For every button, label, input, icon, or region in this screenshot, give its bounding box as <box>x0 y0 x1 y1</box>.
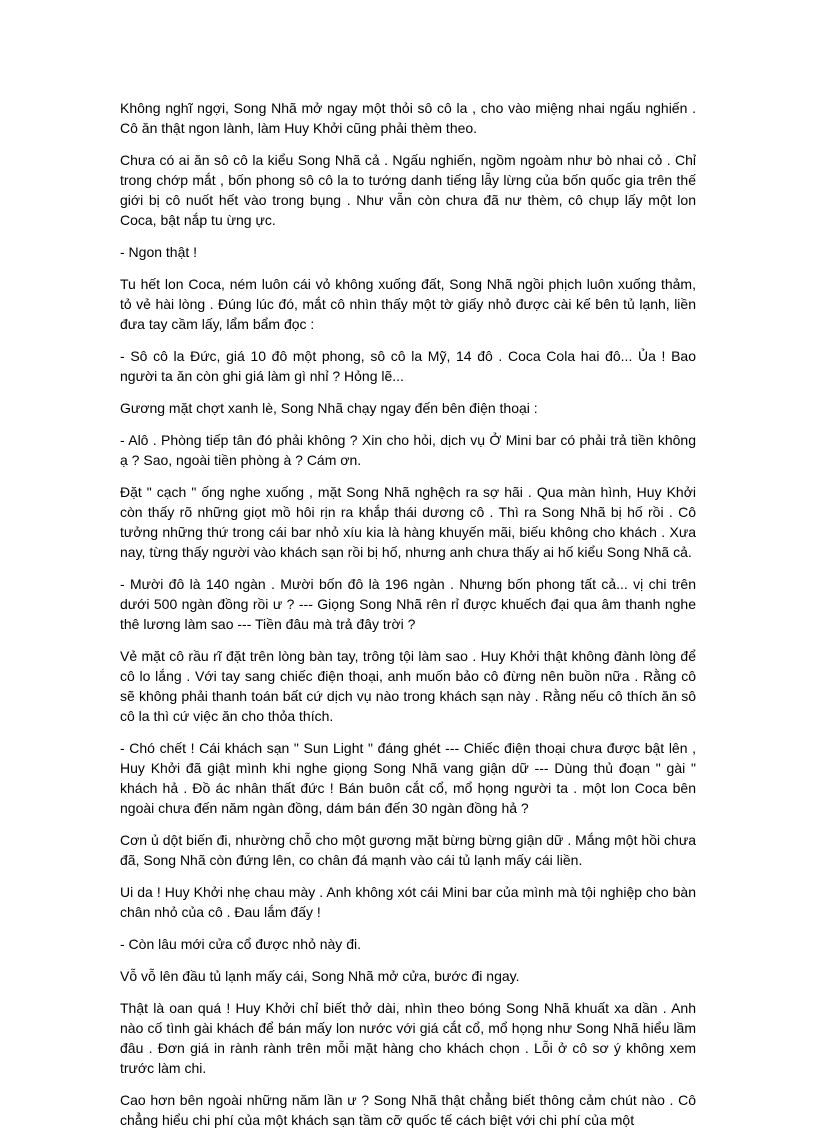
paragraph-2: Chưa có ai ăn sô cô la kiểu Song Nhã cả . Ngấu nghiến, ngồm ngoàm như bò nhai cỏ . Chỉ trong chớp mắt , bốn phong sô cô la to tướng danh tiếng lẫy lừng của bốn quốc gia trên thế giới bị cô nuốt hết vào trong bụng . Như vẫn còn chưa đã nư thèm, cô chụp lấy một lon Coca, bật nắp tu ừng ực. <box>120 152 696 228</box>
paragraph-9: - Mười đô là 140 ngàn . Mười bốn đô là 196 ngàn . Nhưng bốn phong tất cả... vị chi trên dưới 500 ngàn đồng rồi ư ? --- Giọng Song Nhã rên rỉ được khuếch đại qua âm thanh nghe thê lương làm sao --- Tiền đâu mà trả đây trời ? <box>120 576 696 632</box>
paragraph-13: Ui da ! Huy Khởi nhẹ chau mày . Anh không xót cái Mini bar của mình mà tội nghiệp cho bàn chân nhỏ của cô . Đau lắm đấy ! <box>120 884 696 920</box>
paragraph-16: Thật là oan quá ! Huy Khởi chỉ biết thở dài, nhìn theo bóng Song Nhã khuất xa dần . Anh nào cố tình gài khách để bán mấy lon nước với giá cắt cổ, mổ họng như Song Nhã hiểu lầm đâu . Đơn giá in rành rành trên mỗi mặt hàng cho khách chọn . Lỗi ở cô sơ ý không xem trước làm chi. <box>120 1000 696 1076</box>
paragraph-5: - Sô cô la Đức, giá 10 đô một phong, sô cô la Mỹ, 14 đô . Coca Cola hai đô... Ủa ! Bao người ta ăn còn ghi giá làm gì nhỉ ? Hỏng lẽ... <box>120 348 696 384</box>
document-page <box>120 98 696 1142</box>
paragraph-8: Đặt " cạch " ống nghe xuống , mặt Song Nhã nghệch ra sợ hãi . Qua màn hình, Huy Khởi còn thấy rõ những giọt mồ hôi rịn ra khắp thái dương cô . Thì ra Song Nhã bị hố rồi . Cô tưởng những thứ trong cái bar nhỏ xíu kia là hàng khuyến mãi, biếu không cho khách . Xưa nay, từng thấy người vào khách sạn rồi bị hố, nhưng anh chưa thấy ai hố kiểu Song Nhã cả. <box>120 484 696 560</box>
paragraph-3: - Ngon thật ! <box>120 244 198 260</box>
paragraph-12: Cơn ủ dột biến đi, nhường chỗ cho một gương mặt bừng bừng giận dữ . Mắng một hồi chưa đã, Song Nhã còn đứng lên, co chân đá mạnh vào cái tủ lạnh mấy cái liền. <box>120 832 696 868</box>
paragraph-6: Gương mặt chợt xanh lè, Song Nhã chạy ngay đến bên điện thoại : <box>120 400 538 416</box>
paragraph-10: Vẻ mặt cô rầu rĩ đặt trên lòng bàn tay, trông tội làm sao . Huy Khởi thật không đành lòng để cô lo lắng . Với tay sang chiếc điện thoại, anh muốn bảo cô đừng nên buồn nữa . Rằng cô sẽ không phải thanh toán bất cứ dịch vụ nào trong khách sạn này . Rằng nếu cô thích ăn sô cô la thì cứ việc ăn cho thỏa thích. <box>120 648 696 724</box>
paragraph-14: - Còn lâu mới cửa cổ được nhỏ này đi. <box>120 936 361 952</box>
paragraph-4: Tu hết lon Coca, ném luôn cái vỏ không xuống đất, Song Nhã ngồi phịch luôn xuống thảm, tỏ vẻ hài lòng . Đúng lúc đó, mắt cô nhìn thấy một tờ giấy nhỏ được cài kế bên tủ lạnh, liền đưa tay cầm lấy, lẩm bẩm đọc : <box>120 276 696 332</box>
paragraph-11: - Chó chết ! Cái khách sạn " Sun Light " đáng ghét --- Chiếc điện thoại chưa được bật lên , Huy Khởi đã giật mình khi nghe giọng Song Nhã vang giận dữ --- Dùng thủ đoạn " gài " khách hả . Đồ ác nhân thất đức ! Bán buôn cắt cổ, mổ họng người ta . một lon Coca bên ngoài chưa đến năm ngàn đồng, dám bán đến 30 ngàn đồng hả ? <box>120 740 696 816</box>
paragraph-7: - Alô . Phòng tiếp tân đó phải không ? Xin cho hỏi, dịch vụ Ở Mini bar có phải trả tiền không ạ ? Sao, ngoài tiền phòng à ? Cám ơn. <box>120 432 696 468</box>
paragraph-15: Vỗ vỗ lên đầu tủ lạnh mấy cái, Song Nhã mở cửa, bước đi ngay. <box>120 968 520 984</box>
paragraph-17: Cao hơn bên ngoài những năm lần ư ? Song Nhã thật chẳng biết thông cảm chút nào . Cô chẳng hiểu chi phí của một khách sạn tầm cỡ quốc tế cách biệt với chi phí của một <box>120 1092 696 1128</box>
paragraph-1: Không nghĩ ngợi, Song Nhã mở ngay một thỏi sô cô la , cho vào miệng nhai ngấu nghiến . Cô ăn thật ngon lành, làm Huy Khởi cũng phải thèm theo. <box>120 100 696 136</box>
